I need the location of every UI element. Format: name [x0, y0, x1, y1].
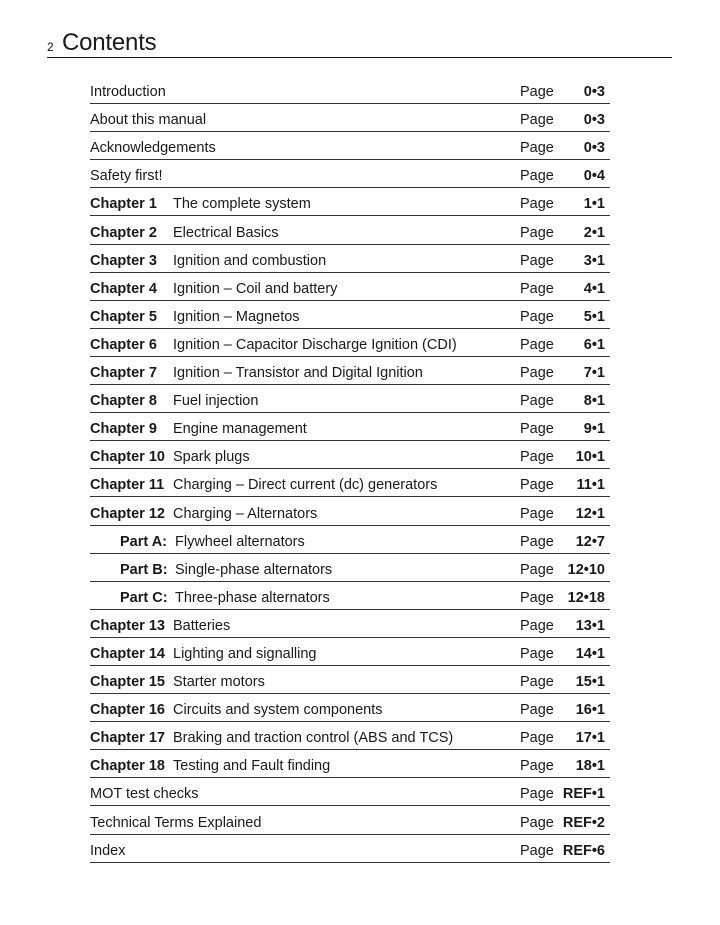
chapter-number: Chapter 18 [90, 758, 165, 775]
chapter-number: Chapter 5 [90, 308, 157, 325]
page-word: Page [520, 280, 554, 297]
page-reference: REF•6 [562, 842, 605, 859]
page-reference: 5•1 [583, 308, 605, 325]
toc-entry-title: Ignition – Coil and battery [173, 280, 338, 297]
chapter-number: Chapter 15 [90, 674, 165, 691]
chapter-number: Chapter 6 [90, 336, 157, 353]
toc-row[interactable] [90, 806, 610, 834]
chapter-number: Chapter 1 [90, 196, 157, 213]
toc-entry-title: Safety first! [90, 168, 163, 185]
toc-row[interactable] [90, 301, 610, 329]
toc-entry-title: Batteries [173, 617, 231, 634]
toc-entry-label [90, 786, 199, 802]
toc-entry-title: Spark plugs [173, 449, 250, 466]
toc-entry-title: Testing and Fault finding [173, 758, 331, 775]
page-word: Page [520, 814, 554, 831]
page-word: Page [520, 365, 554, 382]
chapter-number: Chapter 2 [90, 224, 157, 241]
page-word: Page [520, 252, 554, 269]
toc-row[interactable] [90, 160, 610, 188]
page-reference: 13•1 [575, 617, 605, 634]
page-word: Page [520, 645, 554, 662]
page-title: Contents [62, 29, 157, 56]
page-reference: REF•2 [562, 814, 605, 831]
page-word: Page [520, 758, 554, 775]
toc-entry-title: Index [90, 842, 126, 859]
toc-row[interactable] [90, 750, 610, 778]
page-reference: 10•1 [575, 449, 605, 466]
page-word: Page [520, 477, 554, 494]
toc-row[interactable] [90, 835, 610, 863]
page-word: Page [520, 730, 554, 747]
table-of-contents [90, 76, 610, 863]
toc-entry-label [90, 674, 265, 690]
page-word: Page [520, 308, 554, 325]
page-reference: 0•4 [583, 168, 605, 185]
chapter-number: Chapter 8 [90, 393, 157, 410]
toc-row[interactable] [90, 526, 610, 554]
toc-row[interactable] [90, 385, 610, 413]
toc-entry-label [120, 562, 332, 578]
toc-entry-label [90, 730, 453, 746]
chapter-number: Chapter 11 [90, 477, 165, 494]
toc-entry-label [90, 365, 423, 381]
toc-row[interactable] [90, 666, 610, 694]
toc-entry-label [90, 253, 326, 269]
page-reference: 7•1 [583, 365, 605, 382]
toc-entry-label [90, 112, 206, 128]
page-reference: 6•1 [583, 336, 605, 353]
chapter-number: Chapter 17 [90, 730, 165, 747]
toc-entry-title: Single-phase alternators [175, 561, 333, 578]
page-reference: 14•1 [575, 645, 605, 662]
page-reference: 12•10 [567, 561, 605, 578]
toc-row[interactable] [90, 216, 610, 244]
page-reference: 12•18 [567, 589, 605, 606]
toc-entry-label [90, 618, 230, 634]
page-word: Page [520, 112, 554, 129]
toc-entry-label [90, 646, 317, 662]
page-word: Page [520, 393, 554, 410]
page-word: Page [520, 449, 554, 466]
toc-row[interactable] [90, 273, 610, 301]
toc-entry-label [90, 140, 216, 156]
toc-entry-title: Introduction [90, 84, 166, 101]
page-word: Page [520, 336, 554, 353]
toc-row[interactable] [90, 329, 610, 357]
page-word: Page [520, 168, 554, 185]
toc-row[interactable] [90, 638, 610, 666]
page-reference: 15•1 [575, 674, 605, 691]
page-reference: 4•1 [583, 280, 605, 297]
page-word: Page [520, 842, 554, 859]
page-word: Page [520, 702, 554, 719]
toc-entry-title: Lighting and signalling [173, 645, 317, 662]
toc-row[interactable] [90, 778, 610, 806]
toc-row[interactable] [90, 245, 610, 273]
chapter-number: Chapter 7 [90, 365, 157, 382]
toc-entry-label [120, 534, 305, 550]
chapter-number: Chapter 10 [90, 449, 165, 466]
toc-entry-label [90, 225, 279, 241]
toc-entry-title: The complete system [173, 196, 311, 213]
toc-entry-label [90, 393, 258, 409]
page-reference: 17•1 [575, 730, 605, 747]
toc-entry-title: Electrical Basics [173, 224, 279, 241]
toc-entry-title: Braking and traction control (ABS and TCS) [173, 730, 454, 747]
toc-row[interactable] [90, 582, 610, 610]
page-reference: 3•1 [583, 252, 605, 269]
toc-entry-label [90, 196, 311, 212]
toc-entry-title: Ignition and combustion [173, 252, 327, 269]
toc-entry-label [90, 421, 307, 437]
toc-entry-title: Ignition – Magnetos [173, 308, 300, 325]
toc-entry-label [120, 590, 330, 606]
toc-entry-label [90, 168, 163, 184]
toc-row[interactable] [90, 413, 610, 441]
toc-entry-title: Ignition – Transistor and Digital Ignition [173, 365, 423, 382]
toc-row[interactable] [90, 104, 610, 132]
chapter-number: Chapter 3 [90, 252, 157, 269]
chapter-number: Chapter 9 [90, 421, 157, 438]
page-reference: 0•3 [583, 140, 605, 157]
page-word: Page [520, 533, 554, 550]
page-reference: 9•1 [583, 421, 605, 438]
toc-entry-label [90, 337, 457, 353]
toc-row[interactable] [90, 357, 610, 385]
toc-entry-title: Acknowledgements [90, 140, 216, 157]
chapter-number: Chapter 13 [90, 617, 165, 634]
toc-row[interactable] [90, 722, 610, 750]
page-word: Page [520, 589, 554, 606]
toc-entry-label [90, 449, 250, 465]
page-reference: 12•1 [575, 505, 605, 522]
toc-entry-label [90, 506, 317, 522]
toc-entry-title: Fuel injection [173, 393, 259, 410]
toc-row[interactable] [90, 610, 610, 638]
toc-row[interactable] [90, 497, 610, 525]
page-header [47, 28, 672, 58]
toc-entry-title: Ignition – Capacitor Discharge Ignition (CDI) [173, 336, 457, 353]
toc-entry-title: Charging – Alternators [173, 505, 318, 522]
chapter-number: Chapter 14 [90, 645, 165, 662]
page-word: Page [520, 421, 554, 438]
toc-entry-title: MOT test checks [90, 786, 199, 803]
toc-entry-title: About this manual [90, 112, 207, 129]
page-reference: 0•3 [583, 112, 605, 129]
toc-entry-title: Charging – Direct current (dc) generators [173, 477, 438, 494]
page-reference: 2•1 [583, 224, 605, 241]
page-word: Page [520, 505, 554, 522]
toc-row[interactable] [90, 441, 610, 469]
page-word: Page [520, 224, 554, 241]
page-number: 2 [47, 40, 54, 54]
toc-entry-title: Flywheel alternators [175, 533, 305, 550]
page-reference: 12•7 [575, 533, 605, 550]
page-word: Page [520, 196, 554, 213]
toc-row[interactable] [90, 76, 610, 104]
toc-row[interactable] [90, 188, 610, 216]
page-reference: 11•1 [576, 477, 605, 494]
toc-entry-title: Engine management [173, 421, 307, 438]
part-number: Part B: [120, 561, 168, 578]
page-reference: 16•1 [575, 702, 605, 719]
toc-row[interactable] [90, 469, 610, 497]
toc-row[interactable] [90, 694, 610, 722]
toc-entry-label [90, 477, 437, 493]
page-reference: REF•1 [562, 786, 605, 803]
page-word: Page [520, 786, 554, 803]
toc-entry-title: Technical Terms Explained [90, 814, 262, 831]
page-word: Page [520, 617, 554, 634]
page-reference: 1•1 [583, 196, 605, 213]
page-word: Page [520, 674, 554, 691]
toc-row[interactable] [90, 554, 610, 582]
toc-entry-title: Starter motors [173, 674, 265, 691]
toc-entry-label [90, 758, 330, 774]
chapter-number: Chapter 12 [90, 505, 165, 522]
toc-entry-title: Three-phase alternators [175, 589, 330, 606]
toc-row[interactable] [90, 132, 610, 160]
page-word: Page [520, 84, 554, 101]
page-reference: 18•1 [575, 758, 605, 775]
page-word: Page [520, 561, 554, 578]
chapter-number: Chapter 4 [90, 280, 157, 297]
toc-entry-title: Circuits and system components [173, 702, 383, 719]
page-reference: 0•3 [583, 84, 605, 101]
toc-entry-label [90, 84, 166, 100]
chapter-number: Chapter 16 [90, 702, 165, 719]
page-reference: 8•1 [583, 393, 605, 410]
toc-entry-label [90, 702, 383, 718]
toc-entry-label [90, 309, 300, 325]
page-word: Page [520, 140, 554, 157]
toc-entry-label [90, 281, 337, 297]
toc-entry-label [90, 843, 125, 859]
toc-entry-label [90, 815, 261, 831]
part-number: Part C: [120, 589, 168, 606]
part-number: Part A: [120, 533, 167, 550]
